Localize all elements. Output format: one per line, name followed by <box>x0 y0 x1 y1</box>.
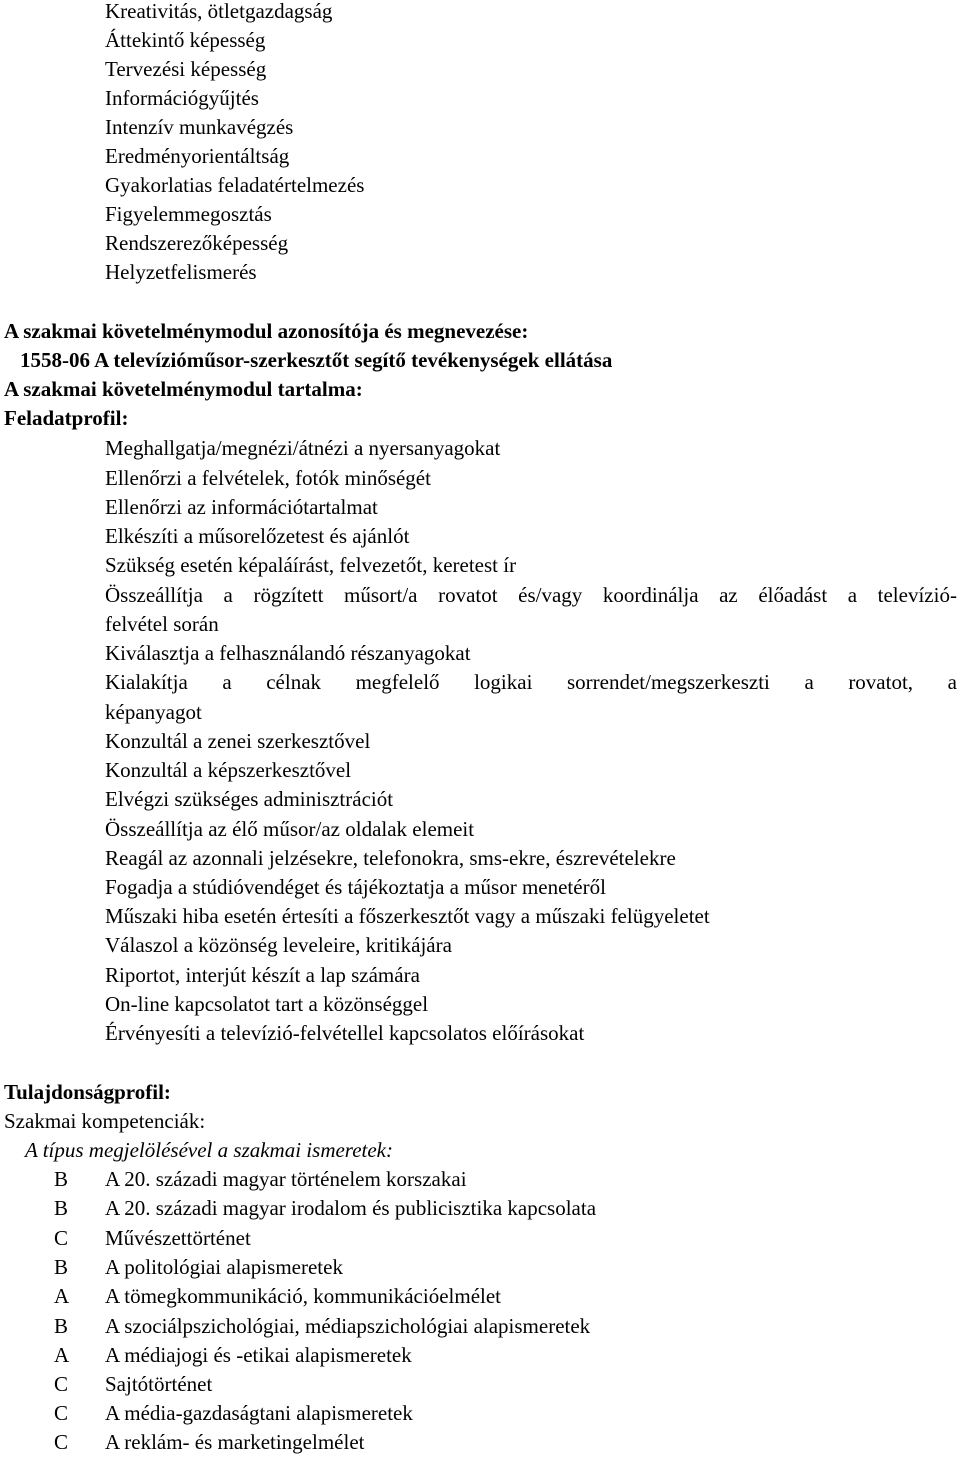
type-letter: C <box>54 1430 69 1454</box>
task-word: az <box>719 583 738 607</box>
task-item: Elkészíti a műsorelőzetest és ajánlót <box>105 524 410 548</box>
module-content-heading: A szakmai követelménymodul tartalma: <box>4 377 363 401</box>
skill-item: Figyelemmegosztás <box>105 202 272 226</box>
task-item: Elvégzi szükséges adminisztrációt <box>105 787 394 811</box>
task-item: Konzultál a zenei szerkesztővel <box>105 729 371 753</box>
task-word: sorrendet/megszerkeszti <box>566 670 770 694</box>
knowledge-text: Sajtótörténet <box>105 1372 213 1396</box>
task-item: Műszaki hiba esetén értesíti a főszerkesztőt vagy a műszaki felügyeletet <box>105 904 710 928</box>
task-word: Összeállítja <box>105 583 203 607</box>
task-item-continuation: képanyagot <box>105 700 202 724</box>
knowledge-text: A média-gazdaságtani alapismeretek <box>105 1401 413 1425</box>
skill-item: Tervezési képesség <box>105 57 267 81</box>
task-item: Konzultál a képszerkesztővel <box>105 758 352 782</box>
task-item: Ellenőrzi az információtartalmat <box>105 495 378 519</box>
task-item-continuation: felvétel során <box>105 612 219 636</box>
task-word: a <box>223 583 233 607</box>
knowledge-text: A médiajogi és -etikai alapismeretek <box>105 1343 412 1367</box>
task-item: Reagál az azonnali jelzésekre, telefonokra, sms-ekre, észrevételekre <box>105 846 676 870</box>
task-word: megfelelő <box>355 670 440 694</box>
skill-item: Intenzív munkavégzés <box>105 115 294 139</box>
type-letter: A <box>54 1284 70 1308</box>
task-item: Kiválasztja a felhasználandó részanyagokat <box>105 641 471 665</box>
task-word: és/vagy <box>518 583 583 607</box>
task-item-justified <box>105 668 957 697</box>
knowledge-text: A reklám- és marketingelmélet <box>105 1430 365 1454</box>
task-item: Válaszol a közönség leveleire, kritikájára <box>105 933 452 957</box>
knowledge-text: A politológiai alapismeretek <box>105 1255 343 1279</box>
type-letter: B <box>54 1167 69 1191</box>
skill-item: Áttekintő képesség <box>105 28 266 52</box>
type-letter: C <box>54 1372 69 1396</box>
task-word: a <box>804 670 814 694</box>
task-word: koordinálja <box>602 583 699 607</box>
skill-item: Gyakorlatias feladatértelmezés <box>105 173 365 197</box>
type-letter: B <box>54 1196 69 1220</box>
type-letter: B <box>54 1255 69 1279</box>
task-word: célnak <box>266 670 322 694</box>
task-profile-heading: Feladatprofil: <box>4 406 129 430</box>
knowledge-text: A szociálpszichológiai, médiapszichológiai alapismeretek <box>105 1314 591 1338</box>
type-letter: C <box>54 1226 69 1250</box>
type-heading: A típus megjelölésével a szakmai ismeretek: <box>25 1138 393 1162</box>
task-item: Riportot, interjút készít a lap számára <box>105 963 420 987</box>
knowledge-text: A 20. századi magyar irodalom és publicisztika kapcsolata <box>105 1196 597 1220</box>
knowledge-text: A 20. századi magyar történelem korszakai <box>105 1167 467 1191</box>
task-item: On-line kapcsolatot tart a közönséggel <box>105 992 429 1016</box>
property-profile-heading: Tulajdonságprofil: <box>4 1080 171 1104</box>
task-word: Kialakítja <box>105 670 188 694</box>
task-word: élőadást <box>758 583 828 607</box>
type-letter: B <box>54 1314 69 1338</box>
skill-item: Rendszerezőképesség <box>105 231 289 255</box>
knowledge-text: Művészettörténet <box>105 1226 251 1250</box>
task-item: Meghallgatja/megnézi/átnézi a nyersanyagokat <box>105 436 501 460</box>
skill-item: Információgyűjtés <box>105 86 259 110</box>
module-id-heading: A szakmai követelménymodul azonosítója és megnevezése: <box>4 319 529 343</box>
task-word: logikai <box>474 670 533 694</box>
task-item: Szükség esetén képaláírást, felvezetőt, keretest ír <box>105 553 517 577</box>
task-word: rovatot <box>438 583 498 607</box>
type-letter: C <box>54 1401 69 1425</box>
task-word: a <box>947 670 957 694</box>
module-id-value: 1558-06 A televízióműsor-szerkesztőt segítő tevékenységek ellátása <box>20 348 613 372</box>
task-word: rögzített <box>253 583 324 607</box>
task-item: Ellenőrzi a felvételek, fotók minőségét <box>105 466 431 490</box>
task-word: a <box>222 670 232 694</box>
task-word: műsort/a <box>344 583 418 607</box>
task-item: Érvényesíti a televízió-felvétellel kapcsolatos előírásokat <box>105 1021 585 1045</box>
task-word: rovatot, <box>848 670 914 694</box>
task-word: a <box>847 583 858 607</box>
task-item: Fogadja a stúdióvendéget és tájékoztatja a műsor menetéről <box>105 875 606 899</box>
task-word: televízió- <box>877 583 957 607</box>
skill-item: Kreativitás, ötletgazdagság <box>105 0 333 23</box>
skill-item: Eredményorientáltság <box>105 144 290 168</box>
competencies-subheading: Szakmai kompetenciák: <box>4 1109 206 1133</box>
type-letter: A <box>54 1343 70 1367</box>
task-item: Összeállítja az élő műsor/az oldalak elemeit <box>105 817 475 841</box>
skill-item: Helyzetfelismerés <box>105 260 257 284</box>
knowledge-text: A tömegkommunikáció, kommunikációelmélet <box>105 1284 502 1308</box>
task-item-justified <box>105 581 957 610</box>
